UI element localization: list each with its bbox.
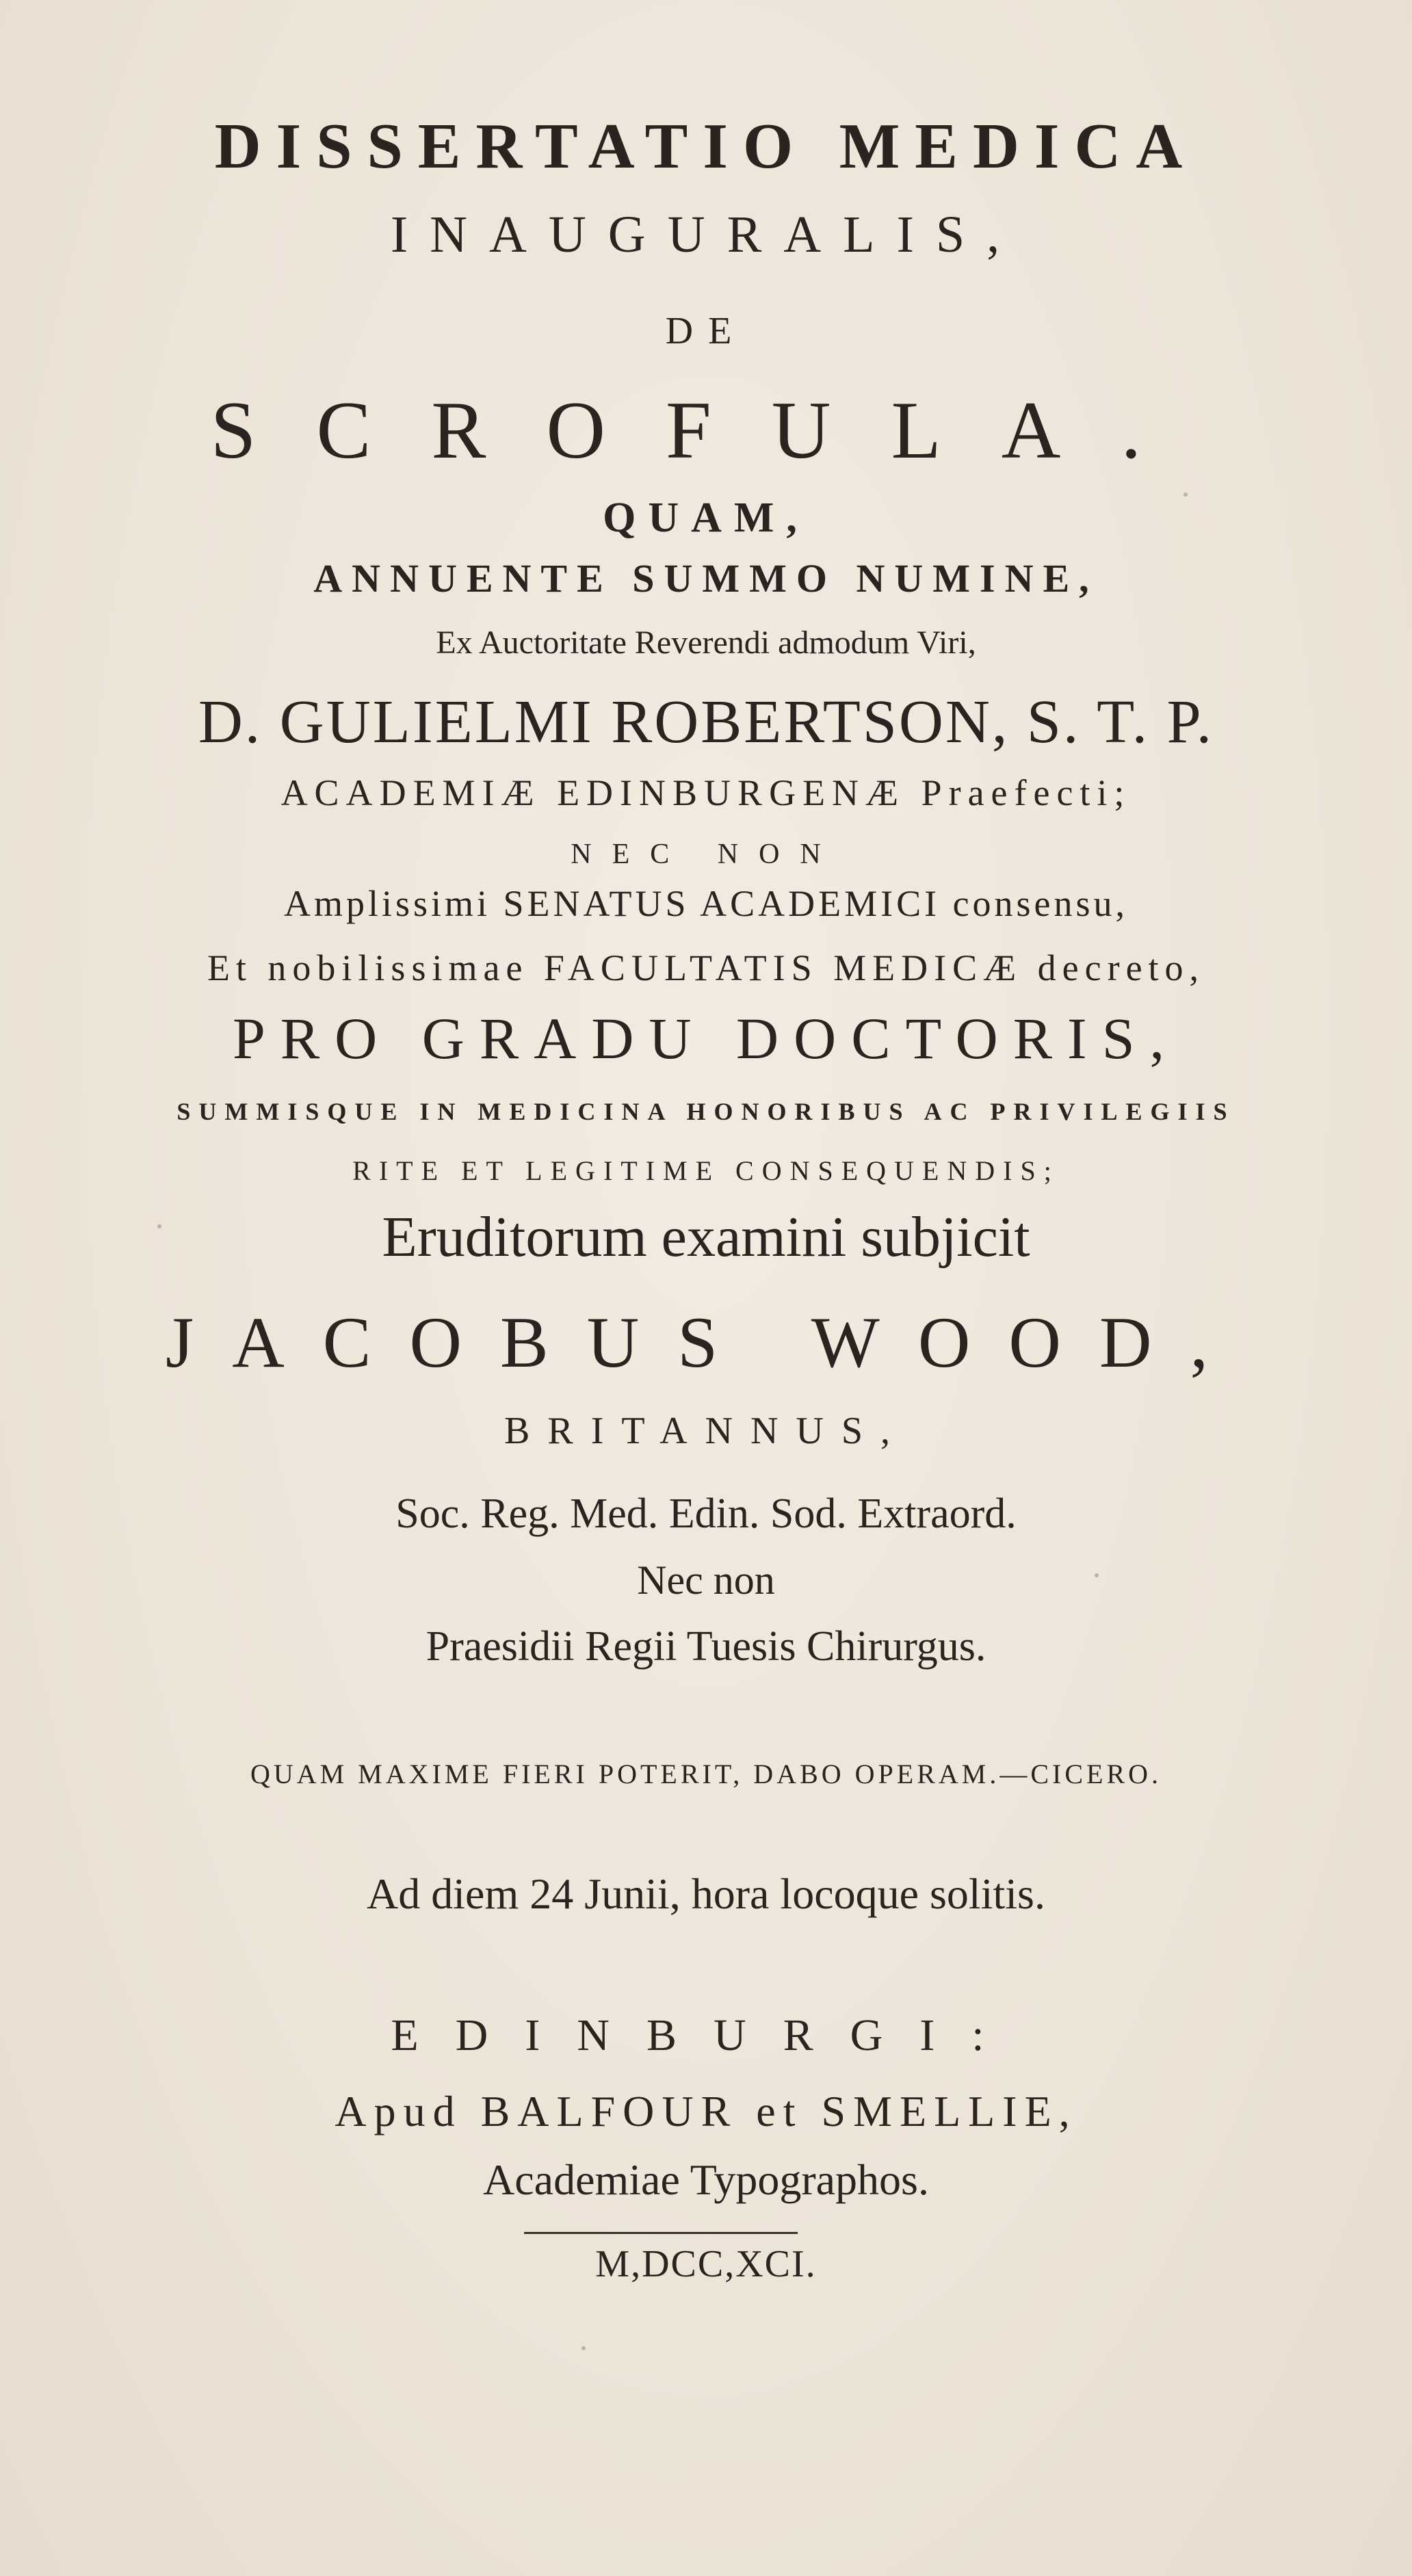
paper-speck — [1095, 1573, 1099, 1577]
auctoritate-line: Ex Auctoritate Reverendi admodum Viri, — [436, 625, 976, 661]
typographos-line: Academiae Typographos. — [483, 2155, 929, 2204]
paper-speck — [581, 2346, 586, 2350]
nec-non-2-line: Nec non — [637, 1558, 775, 1603]
facultatis-line: Et nobilissimae FACULTATIS MEDICÆ decreto, — [207, 947, 1205, 988]
robertson-line: D. GULIELMI ROBERTSON, S. T. P. — [198, 688, 1214, 756]
year-line: M,DCC,XCI. — [595, 2243, 817, 2285]
printers-line: Apud BALFOUR et SMELLIE, — [335, 2087, 1077, 2135]
society-line: Soc. Reg. Med. Edin. Sod. Extraord. — [395, 1490, 1017, 1537]
chirurgus-line: Praesidii Regii Tuesis Chirurgus. — [426, 1623, 986, 1670]
imprint-rule — [524, 2232, 798, 2234]
dissertation-heading: DISSERTATIO MEDICA — [214, 111, 1198, 182]
senatus-line: Amplissimi SENATUS ACADEMICI consensu, — [283, 883, 1129, 924]
quam-line: QUAM, — [603, 495, 809, 541]
annuente-line: ANNUENTE SUMMO NUMINE, — [313, 556, 1099, 601]
de-line: DE — [665, 310, 747, 352]
inauguralis-line: INAUGURALIS, — [390, 206, 1022, 263]
date-line: Ad diem 24 Junii, hora locoque solitis. — [367, 1869, 1045, 1918]
scrofula-title: SCROFULA. — [210, 384, 1202, 475]
edinburgi-line: EDINBURGI: — [391, 2010, 1021, 2060]
paper-speck — [1184, 492, 1188, 497]
honoribus-line: SUMMISQUE IN MEDICINA HONORIBUS AC PRIVILEGIIS — [176, 1098, 1236, 1125]
nec-non-line: NEC NON — [571, 839, 841, 870]
britannus-line: BRITANNUS, — [504, 1410, 908, 1452]
rite-line: RITE ET LEGITIME CONSEQUENDIS; — [352, 1155, 1060, 1186]
paper-speck — [157, 1224, 161, 1228]
academiae-line: ACADEMIÆ EDINBURGENÆ Praefecti; — [280, 772, 1132, 813]
gradu-doctoris-line: PRO GRADU DOCTORIS, — [232, 1006, 1180, 1071]
eruditorum-line: Eruditorum examini subjicit — [382, 1205, 1030, 1269]
cicero-quote: QUAM MAXIME FIERI POTERIT, DABO OPERAM.—CICERO. — [250, 1759, 1162, 1789]
author-name: JACOBUS WOOD, — [165, 1302, 1247, 1382]
